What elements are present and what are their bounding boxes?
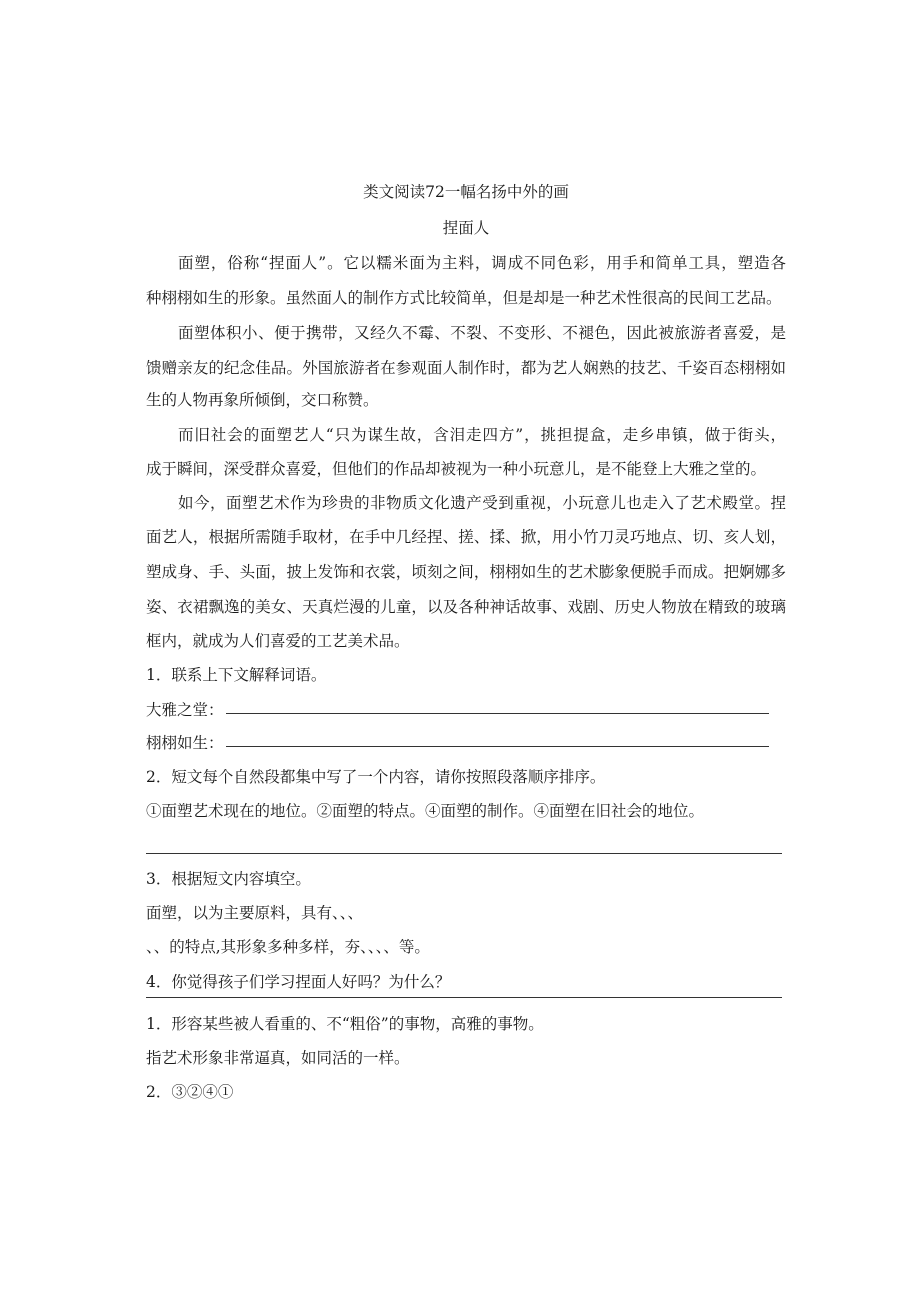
- passage-line: 种栩栩如生的形象。虽然面人的制作方式比较简单，但是却是一种艺术性很高的民间工艺品。: [146, 289, 782, 307]
- question-3: 3．根据短文内容填空。: [146, 870, 311, 888]
- question-2-options: ①面塑艺术现在的地位。②面塑的特点。④面塑的制作。④面塑在旧社会的地位。: [146, 802, 705, 820]
- answer-blank-1[interactable]: [226, 713, 769, 714]
- question-3-fill-line: 、、的特点,其形象多种多样，夯、、、、等。: [146, 938, 430, 956]
- answer-1-line: 指艺术形象非常逼真，如同活的一样。: [146, 1049, 410, 1067]
- passage-line: 生的人物再象所倾倒，交口称赞。: [146, 391, 379, 409]
- passage-line: 姿、衣裙飘逸的美女、天真烂漫的儿童，以及各种神话故事、戏剧、历史人物放在精致的玻璃: [146, 598, 786, 616]
- answer-line: [146, 853, 782, 854]
- term-label: 大雅之堂：: [146, 701, 224, 719]
- answer-1-line: 1．形容某些被人看重的、不“粗俗”的事物，高雅的事物。: [146, 1015, 544, 1033]
- answer-2: 2．③②④①: [146, 1083, 234, 1101]
- answer-line: [146, 997, 782, 998]
- passage-line: 面塑体积小、便于携带，又经久不霉、不裂、不变形、不褪色，因此被旅游者喜爱，是: [178, 324, 786, 342]
- passage-title: 捏面人: [442, 219, 490, 237]
- passage-line: 面艺人，根据所需随手取材，在手中几经捏、搓、揉、掀，用小竹刀灵巧地点、切、亥人划，: [146, 528, 786, 546]
- question-2: 2．短文每个自然段都集中写了一个内容，请你按照段落顺序排序。: [146, 768, 606, 786]
- question-4: 4．你觉得孩子们学习捏面人好吗？为什么？: [146, 973, 451, 991]
- question-1: 1．联系上下文解释词语。: [146, 666, 327, 684]
- term-label: 栩栩如生：: [146, 734, 224, 752]
- answer-blank-2[interactable]: [226, 746, 769, 747]
- passage-line: 面塑，俗称“捏面人”。它以糯米面为主料，调成不同色彩，用手和简单工具，塑造各: [178, 254, 786, 272]
- passage-line: 而旧社会的面塑艺人“只为谋生故，含泪走四方”，挑担提盒，走乡串镇，做于街头，: [178, 426, 786, 444]
- passage-line: 馈赠亲友的纪念佳品。外国旅游者在参观面人制作时，都为艺人娴熟的技艺、千姿百态栩栩如: [146, 359, 786, 377]
- question-3-fill-line: 面塑，以为主要原料，具有、、、: [146, 904, 364, 922]
- passage-line: 如今，面塑艺术作为珍贵的非物质文化遗产受到重视，小玩意儿也走入了艺术殿堂。捏: [178, 494, 786, 512]
- passage-line: 成于瞬间，深受群众喜爱，但他们的作品却被视为一种小玩意儿，是不能登上大雅之堂的。: [146, 460, 767, 478]
- page-title: 类文阅读72一幅名扬中外的画: [363, 183, 569, 201]
- passage-line: 框内，就成为人们喜爱的工艺美术品。: [146, 632, 410, 650]
- passage-line: 塑成身、手、头面，披上发饰和衣裳，顷刻之间，栩栩如生的艺术膨象便脱手而成。把婀娜多: [146, 563, 786, 581]
